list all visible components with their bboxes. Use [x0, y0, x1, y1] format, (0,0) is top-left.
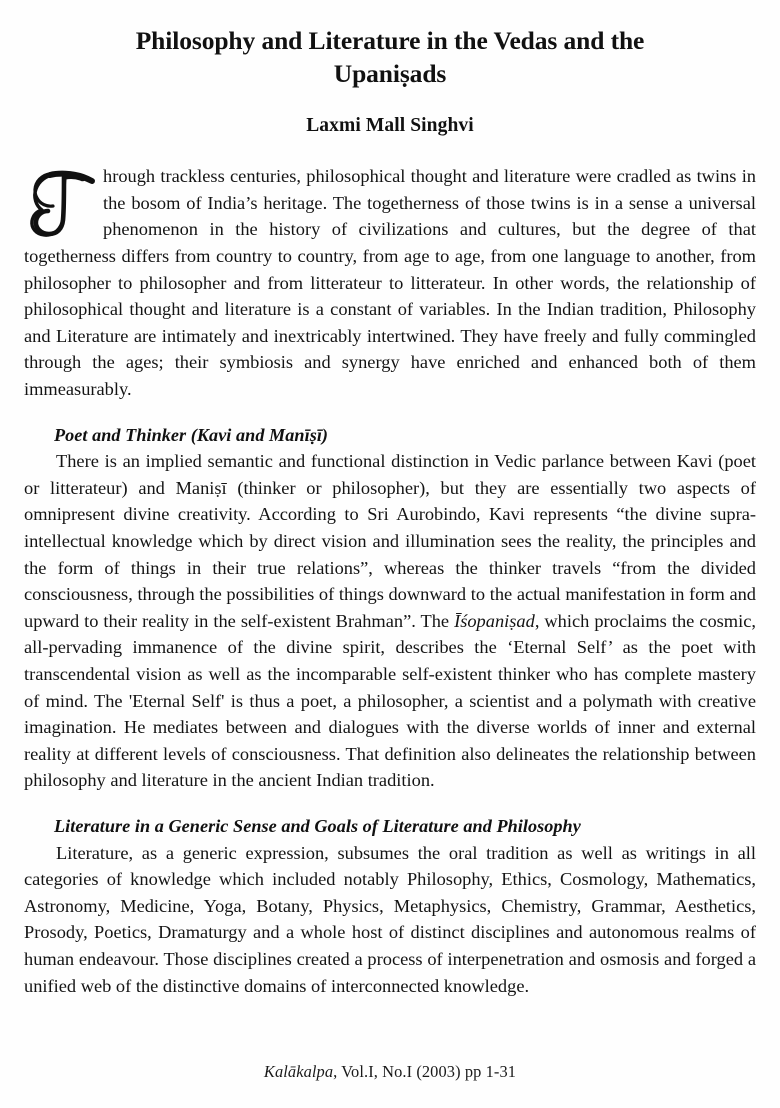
drop-cap-glyph-icon — [24, 165, 98, 239]
page-title — [24, 0, 756, 90]
footer-citation-details: , Vol.I, No.I (2003) pp 1-31 — [333, 1062, 517, 1081]
page-title-line-1: Philosophy and Literature in the Vedas and the — [135, 26, 645, 55]
page-title-line-2: Upaniṣads — [333, 59, 447, 89]
paragraph-poet-and-thinker — [24, 448, 756, 794]
footer-journal-name: Kalākalpa — [263, 1062, 334, 1081]
work-title-isopanisad: Īśopaniṣad — [454, 610, 535, 631]
section-heading-poet-and-thinker: Poet and Thinker (Kavi and Manīṣī) — [54, 424, 329, 445]
paragraph-intro-text: trackless centuries, philosophical thought and literature were cradled as twins in the bosom of India’s heritage. The togetherness of those twins is in a sense a universal phenomenon in the history of civilizations and cultures, but the degree of that togetherness differs from country to country, from age to age, from one language to another, from philosopher to philosopher and from litterateur to litterateur. In other words, the relationship of philosophical thought and literature is a constant of variables. In the Indian tradition, Philosophy and Literature are intimately and inextricably intertwined. They have freely and fully commingled through the ages; their symbiosis and synergy have enriched and enhanced both of them immeasurably. — [24, 166, 756, 400]
author-name: Laxmi Mall Singhvi — [306, 115, 474, 137]
paragraph-generic-sense: Literature, as a generic expression, subsumes the oral tradition as well as writings in all categories of knowledge which included notably Philosophy, Ethics, Cosmology, Mathematics, Astronomy, Medicine, Yoga, Botany, Physics, Metaphysics, Chemistry, Grammar, Aesthetics, Prosody, Poetics, Dramaturgy and a whole host of distinct disciplines and autonomous realms of human endeavour. Those disciplines created a process of interpenetration and osmosis and forged a unified web of the distinctive domains of interconnected knowledge. — [24, 842, 756, 996]
document-body — [24, 137, 756, 999]
paragraph-poet-part-1: There is an implied semantic and functional distinction in Vedic parlance between Kavi (poet or litterateur) and Maniṣī (thinker or philosopher), but they are essentially two aspects of omnipresent divine creativity. According to Sri Aurobindo, Kavi represents “the divine supra-intellectual knowledge which by direct vision and illumination sees the reality, the principles and the form of things in their true relations”, whereas the thinker travels “from the divided consciousness, through the possibilities of things downward to the actual manifestation in form and upward to their reality in the self-existent Brahman”. The — [24, 451, 756, 631]
footer-citation — [0, 1062, 780, 1082]
paragraph-intro-first-word: hrough — [103, 166, 156, 187]
drop-cap-letter-t — [24, 165, 100, 239]
paragraph-intro — [24, 163, 756, 402]
section-heading-generic-sense: Literature in a Generic Sense and Goals of Literature and Philosophy — [54, 816, 581, 836]
paragraph-poet-part-2: , which proclaims the cosmic, all-pervading immanence of the divine spirit, describes the ‘Eternal Self’ as the poet with transcendental vision as well as the incomparable self-existent thinker who has complete mastery of mind. The 'Eternal Self' is thus a poet, a philosopher, a scientist and a polymath with creative imagination. He mediates between and dialogues with the diverse worlds of inner and external reality at different levels of consciousness. That definition also delineates the relationship between philosophy and literature in the ancient Indian tradition. — [24, 610, 756, 791]
